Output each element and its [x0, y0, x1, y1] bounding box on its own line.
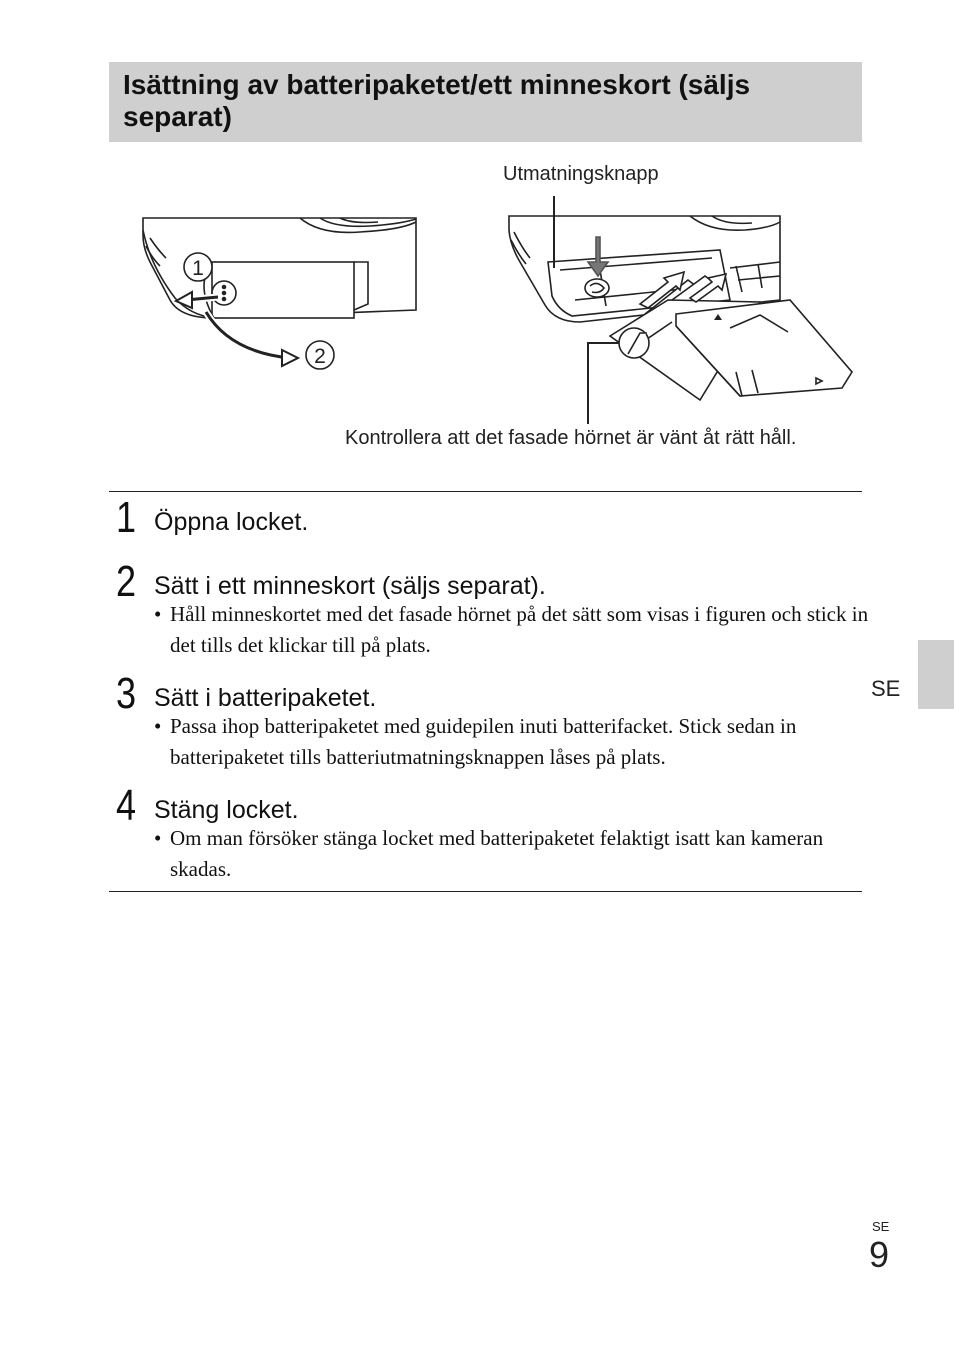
step-note [154, 599, 874, 660]
battery-insertion-drawing [509, 216, 852, 400]
bullet-icon: • [154, 714, 162, 738]
page-number: 9 [869, 1234, 890, 1275]
bullet-icon: • [154, 826, 162, 850]
step-number: 2 [116, 557, 137, 606]
step-heading: Sätt i ett minneskort (säljs separat). [154, 572, 546, 600]
marker-2-label: 2 [314, 345, 326, 368]
language-side-tab [918, 640, 954, 709]
footer-language-code: SE [872, 1219, 890, 1234]
eject-button-callout: Utmatningsknapp [503, 163, 659, 185]
step-note-text: Håll minneskortet med det fasade hörnet på det sätt som visas i figuren och stick in det tills det klickar till på plats. [170, 602, 869, 657]
step-note-text: Passa ihop batteripaketet med guidepilen inuti batterifacket. Stick sedan in batteripaketet tills batteriutmatningsknappen låses på plats. [170, 714, 797, 769]
language-tab-label: SE [871, 676, 901, 701]
step-heading: Sätt i batteripaketet. [154, 684, 377, 712]
section-title: Isättning av batteripaketet/ett minneskort (säljs separat) [123, 69, 751, 132]
camera-cover-open-drawing [143, 218, 416, 366]
bullet-icon: • [154, 602, 162, 626]
step-number: 4 [116, 781, 137, 830]
step-number: 3 [116, 669, 137, 718]
step-marker-2-icon [306, 341, 334, 369]
steps-top-rule [109, 491, 862, 492]
step-note [154, 711, 874, 772]
step-note-text: Om man försöker stänga locket med batteripaketet felaktigt isatt kan kameran skadas. [170, 826, 824, 881]
step-note [154, 823, 874, 884]
step-heading: Stäng locket. [154, 796, 299, 824]
chamfered-corner-callout: Kontrollera att det fasade hörnet är vänt åt rätt håll. [345, 427, 797, 449]
step-heading: Öppna locket. [154, 508, 309, 536]
step-marker-1-icon [184, 253, 212, 281]
steps-bottom-rule [109, 891, 862, 892]
chamfered-corner-callout-icon [619, 328, 649, 358]
step-number: 1 [116, 493, 137, 542]
marker-1-label: 1 [192, 257, 204, 280]
battery-insertion-illustration [0, 0, 954, 470]
